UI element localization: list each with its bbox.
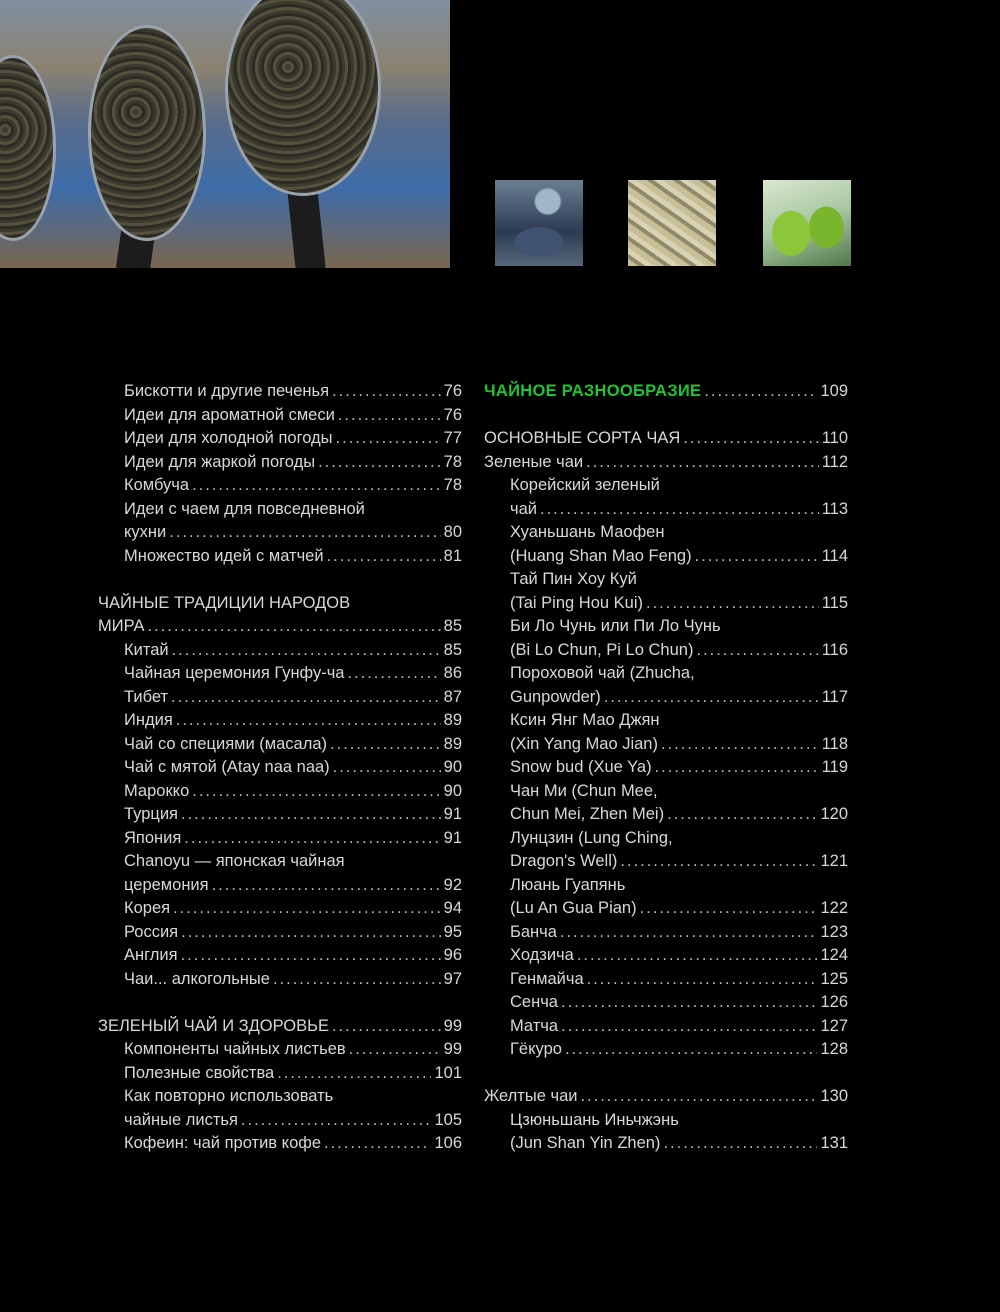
toc-entry-title: Бискотти и другие печенья	[124, 382, 330, 400]
toc-page-number: 87	[443, 687, 462, 706]
toc-page-number: 94	[443, 899, 462, 917]
toc-entry	[98, 756, 462, 780]
toc-leader-dots	[655, 756, 819, 780]
toc-entry-line: Хуаньшань Маофен	[510, 523, 665, 541]
toc-page-number: 96	[443, 946, 462, 964]
toc-page-number: 76	[443, 405, 462, 424]
toc-entry-line: Люань Гуапянь	[510, 875, 626, 894]
toc-page-number: 76	[443, 382, 462, 400]
toc-entry-title: Чай с мятой (Atay naa naa)	[124, 758, 330, 776]
toc-entry	[484, 498, 848, 522]
toc-spacer	[484, 1062, 848, 1086]
toc-leader-dots	[176, 709, 441, 733]
toc-leader-dots	[181, 944, 441, 968]
toc-leader-dots	[172, 639, 441, 663]
toc-entry-title: Марокко	[124, 781, 190, 800]
toc-entry-line: Лунцзин (Lung Ching,	[510, 828, 673, 847]
toc-entry	[484, 451, 848, 475]
toc-entry-title: Банча	[510, 922, 557, 941]
toc-entry	[98, 803, 462, 827]
toc-entry-title: Зеленые чаи	[484, 452, 584, 471]
toc-entry	[98, 686, 462, 710]
toc-page-number: 85	[443, 640, 462, 659]
toc-leader-dots	[696, 639, 818, 663]
toc-entry	[98, 1015, 462, 1039]
toc-entry	[98, 427, 462, 451]
toc-entry-title: Комбуча	[124, 476, 190, 494]
toc-entry	[98, 921, 462, 945]
toc-entry-title: Генмайча	[510, 969, 584, 988]
toc-leader-dots	[277, 1062, 431, 1086]
hero-photo-tea-spoons	[0, 0, 450, 268]
toc-page-number: 109	[820, 382, 848, 400]
toc-leader-dots	[540, 498, 819, 522]
toc-leader-dots	[561, 1015, 817, 1039]
toc-leader-dots	[318, 451, 441, 475]
toc-leader-dots	[273, 968, 441, 992]
toc-entry-title: Чаи... алкогольные	[124, 969, 270, 988]
toc-page-number: 91	[443, 828, 462, 847]
toc-entry-title: Чай со специями (масала)	[124, 734, 328, 753]
toc-page-number: 91	[443, 805, 462, 823]
toc-entry-title: Гёкуро	[510, 1040, 562, 1058]
toc-entry	[98, 545, 462, 569]
toc-entry	[484, 1038, 848, 1062]
toc-entry-title: Компоненты чайных листьев	[124, 1040, 346, 1058]
toc-page-number: 118	[821, 734, 848, 753]
toc-spacer	[484, 404, 848, 428]
toc-entry-title: Чайная церемония Гунфу-ча	[124, 664, 345, 682]
toc-entry-title: ЧАЙНОЕ РАЗНООБРАЗИЕ	[484, 382, 702, 400]
toc-entry	[484, 1015, 848, 1039]
toc-entry-title: Кофеин: чай против кофе	[124, 1134, 321, 1152]
toc-entry	[98, 1132, 462, 1156]
toc-leader-dots	[181, 803, 441, 827]
toc-page-number: 97	[443, 969, 462, 988]
toc-entry-title: (Huang Shan Mao Feng)	[510, 546, 692, 565]
toc-entry-title: Ходзича	[510, 946, 574, 964]
toc-entry-line: Ксин Янг Мао Джян	[510, 711, 660, 729]
toc-leader-dots	[580, 1085, 817, 1109]
toc-entry-title: (Xin Yang Mao Jian)	[510, 734, 658, 753]
toc-entry	[484, 850, 848, 874]
toc-page-number: 89	[443, 734, 462, 753]
toc-leader-dots	[332, 1015, 441, 1039]
toc-leader-dots	[338, 404, 441, 428]
thumb-photo-tea-leaves	[628, 180, 716, 266]
toc-leader-dots	[333, 756, 441, 780]
toc-entry-title: чайные листья	[124, 1110, 238, 1129]
toc-entry	[484, 756, 848, 780]
toc-entry-title: Snow bud (Xue Ya)	[510, 758, 652, 776]
toc-page-number: 123	[820, 922, 848, 941]
toc-leader-dots	[586, 451, 819, 475]
toc-column-right	[484, 380, 848, 1156]
toc-leader-dots	[661, 733, 819, 757]
toc-page-number: 127	[820, 1016, 848, 1035]
toc-entry-title: Англия	[124, 946, 178, 964]
toc-page-number: 120	[820, 805, 848, 823]
toc-entry	[484, 1132, 848, 1156]
toc-entry-line: Чан Ми (Chun Mee,	[510, 781, 658, 800]
toc-entry	[98, 521, 462, 545]
toc-page-number: 117	[821, 687, 848, 706]
toc-leader-dots	[173, 897, 441, 921]
toc-entry-title: ЗЕЛЕНЫЙ ЧАЙ И ЗДОРОВЬЕ	[98, 1016, 329, 1035]
toc-entry	[98, 709, 462, 733]
toc-entry	[98, 874, 462, 898]
toc-entry	[484, 1085, 848, 1109]
toc-column-left	[98, 380, 462, 1156]
toc-entry	[98, 615, 462, 639]
toc-page-number: 77	[443, 429, 462, 447]
toc-page-number: 122	[820, 899, 848, 917]
toc-leader-dots	[192, 780, 440, 804]
toc-leader-dots	[336, 427, 441, 451]
toc-page-number: 116	[821, 640, 848, 659]
toc-entry	[484, 592, 848, 616]
toc-leader-dots	[620, 850, 817, 874]
toc-entry	[98, 474, 462, 498]
toc-entry	[484, 686, 848, 710]
toc-entry-title: церемония	[124, 875, 209, 894]
toc-entry-title: Турция	[124, 805, 178, 823]
toc-entry-title: ОСНОВНЫЕ СОРТА ЧАЯ	[484, 429, 681, 447]
toc-entry-title: (Bi Lo Chun, Pi Lo Chun)	[510, 640, 694, 659]
toc-entry-title: Индия	[124, 711, 173, 729]
toc-page-number: 89	[443, 711, 462, 729]
toc-page-number: 78	[443, 476, 462, 494]
toc-entry-title: Матча	[510, 1016, 559, 1035]
toc-entry-title: чай	[510, 499, 537, 518]
toc-entry-title: Тибет	[124, 687, 169, 706]
toc-page-number: 90	[443, 781, 462, 800]
toc-leader-dots	[561, 991, 817, 1015]
toc-leader-dots	[169, 521, 440, 545]
toc-entry	[98, 1038, 462, 1062]
toc-entry-title: кухни	[124, 523, 167, 541]
toc-entry	[484, 991, 848, 1015]
toc-entry-title: Япония	[124, 828, 182, 847]
toc-page-number: 95	[443, 922, 462, 941]
toc-entry	[98, 897, 462, 921]
toc-leader-dots	[148, 615, 441, 639]
toc-page-number: 81	[443, 546, 462, 565]
toc-leader-dots	[640, 897, 818, 921]
toc-page-number: 110	[821, 429, 848, 447]
toc-leader-dots	[181, 921, 441, 945]
toc-page-number: 99	[443, 1016, 462, 1035]
toc-entry	[484, 897, 848, 921]
toc-entry-line: Корейский зеленый	[510, 476, 660, 494]
toc-entry-line: Как повторно использовать	[124, 1087, 334, 1105]
toc-leader-dots	[327, 545, 441, 569]
toc-entry	[98, 733, 462, 757]
toc-page-number: 115	[821, 593, 848, 612]
toc-entry-title: Идеи для холодной погоды	[124, 429, 333, 447]
thumb-photo-tea-pouring	[495, 180, 583, 266]
toc-page-number: 105	[434, 1110, 462, 1129]
toc-entry-title: МИРА	[98, 617, 145, 635]
toc-leader-dots	[604, 686, 819, 710]
toc-entry	[484, 733, 848, 757]
toc-leader-dots	[241, 1109, 432, 1133]
toc-entry	[98, 451, 462, 475]
toc-entry	[98, 380, 462, 404]
spoon-with-tea-leaves	[0, 55, 56, 241]
toc-leader-dots	[695, 545, 819, 569]
toc-entry-title: Полезные свойства	[124, 1063, 275, 1082]
toc-entry-title: Chun Mei, Zhen Mei)	[510, 805, 665, 823]
toc-leader-dots	[212, 874, 441, 898]
toc-entry	[98, 1109, 462, 1133]
toc-leader-dots	[324, 1132, 431, 1156]
toc-entry	[484, 803, 848, 827]
toc-leader-dots	[347, 662, 440, 686]
toc-leader-dots	[184, 827, 440, 851]
toc-page-number: 121	[820, 852, 848, 870]
toc-page-number: 131	[820, 1134, 848, 1152]
thumb-photo-green-tea-cup	[763, 180, 851, 266]
toc-entry-line: Идеи с чаем для повседневной	[124, 499, 365, 518]
toc-entry	[98, 639, 462, 663]
toc-page-number: 128	[820, 1040, 848, 1058]
toc-entry	[98, 780, 462, 804]
toc-entry-line: ЧАЙНЫЕ ТРАДИЦИИ НАРОДОВ	[98, 593, 351, 612]
toc-entry	[98, 827, 462, 851]
toc-entry-title: (Lu An Gua Pian)	[510, 899, 637, 917]
toc-entry-title: Идеи для ароматной смеси	[124, 405, 335, 424]
toc-entry	[484, 921, 848, 945]
toc-entry-title: Gunpowder)	[510, 687, 601, 706]
toc-page-number: 112	[821, 452, 848, 471]
toc-leader-dots	[683, 427, 818, 451]
toc-spacer	[98, 568, 462, 592]
toc-leader-dots	[663, 1132, 817, 1156]
toc-entry-title: Китай	[124, 640, 169, 659]
toc-page-number: 101	[434, 1063, 462, 1082]
toc-entry	[98, 968, 462, 992]
toc-page-number: 106	[434, 1134, 462, 1152]
toc-page-number: 114	[821, 546, 848, 565]
toc-leader-dots	[704, 380, 817, 404]
toc-entry	[484, 944, 848, 968]
toc-page-number: 90	[443, 758, 462, 776]
toc-leader-dots	[587, 968, 818, 992]
toc-leader-dots	[330, 733, 441, 757]
toc-entry-line: Цзюньшань Иньчжэнь	[510, 1110, 679, 1129]
toc-entry-title: (Tai Ping Hou Kui)	[510, 593, 643, 612]
toc-entry-title: Множество идей с матчей	[124, 546, 324, 565]
toc-page-number: 130	[820, 1087, 848, 1105]
toc-entry-title: (Jun Shan Yin Zhen)	[510, 1134, 661, 1152]
toc-entry-title: Dragon's Well)	[510, 852, 618, 870]
toc-entry	[484, 427, 848, 451]
toc-entry-line: Chanoyu — японская чайная	[124, 852, 345, 870]
toc-entry	[98, 1062, 462, 1086]
toc-leader-dots	[565, 1038, 818, 1062]
toc-leader-dots	[332, 380, 441, 404]
spoon-with-tea-leaves	[225, 0, 381, 196]
toc-page-number: 86	[443, 664, 462, 682]
toc-page-number: 126	[820, 993, 848, 1011]
toc-spacer	[98, 991, 462, 1015]
toc-entry-title: Корея	[124, 899, 171, 917]
toc-chapter-entry	[484, 380, 848, 404]
toc-leader-dots	[560, 921, 818, 945]
spoon-with-tea-leaves	[88, 25, 206, 241]
toc-page-number: 125	[820, 969, 848, 988]
toc-leader-dots	[349, 1038, 441, 1062]
toc-entry-line: Би Ло Чунь или Пи Ло Чунь	[510, 617, 721, 635]
toc-entry-title: Сенча	[510, 993, 558, 1011]
toc-entry	[484, 639, 848, 663]
toc-page-number: 124	[820, 946, 848, 964]
toc-entry	[98, 404, 462, 428]
toc-entry	[484, 968, 848, 992]
toc-leader-dots	[667, 803, 817, 827]
toc-page-number: 99	[443, 1040, 462, 1058]
toc-page-number: 85	[443, 617, 462, 635]
toc-entry	[98, 944, 462, 968]
toc-entry-title: Россия	[124, 922, 179, 941]
toc-entry-title: Идеи для жаркой погоды	[124, 452, 316, 471]
toc-entry	[484, 545, 848, 569]
toc-page-number: 113	[821, 499, 848, 518]
toc-entry-line: Тай Пин Хоу Куй	[510, 570, 637, 588]
toc-leader-dots	[171, 686, 441, 710]
toc-page-number: 80	[443, 523, 462, 541]
toc-leader-dots	[646, 592, 819, 616]
toc-leader-dots	[192, 474, 441, 498]
toc-page-number: 78	[443, 452, 462, 471]
toc-entry-line: Пороховой чай (Zhucha,	[510, 664, 695, 682]
toc-entry-title: Желтые чаи	[484, 1087, 578, 1105]
toc-leader-dots	[577, 944, 818, 968]
toc-page-number: 92	[443, 875, 462, 894]
toc-entry	[98, 662, 462, 686]
toc-page-number: 119	[821, 758, 848, 776]
